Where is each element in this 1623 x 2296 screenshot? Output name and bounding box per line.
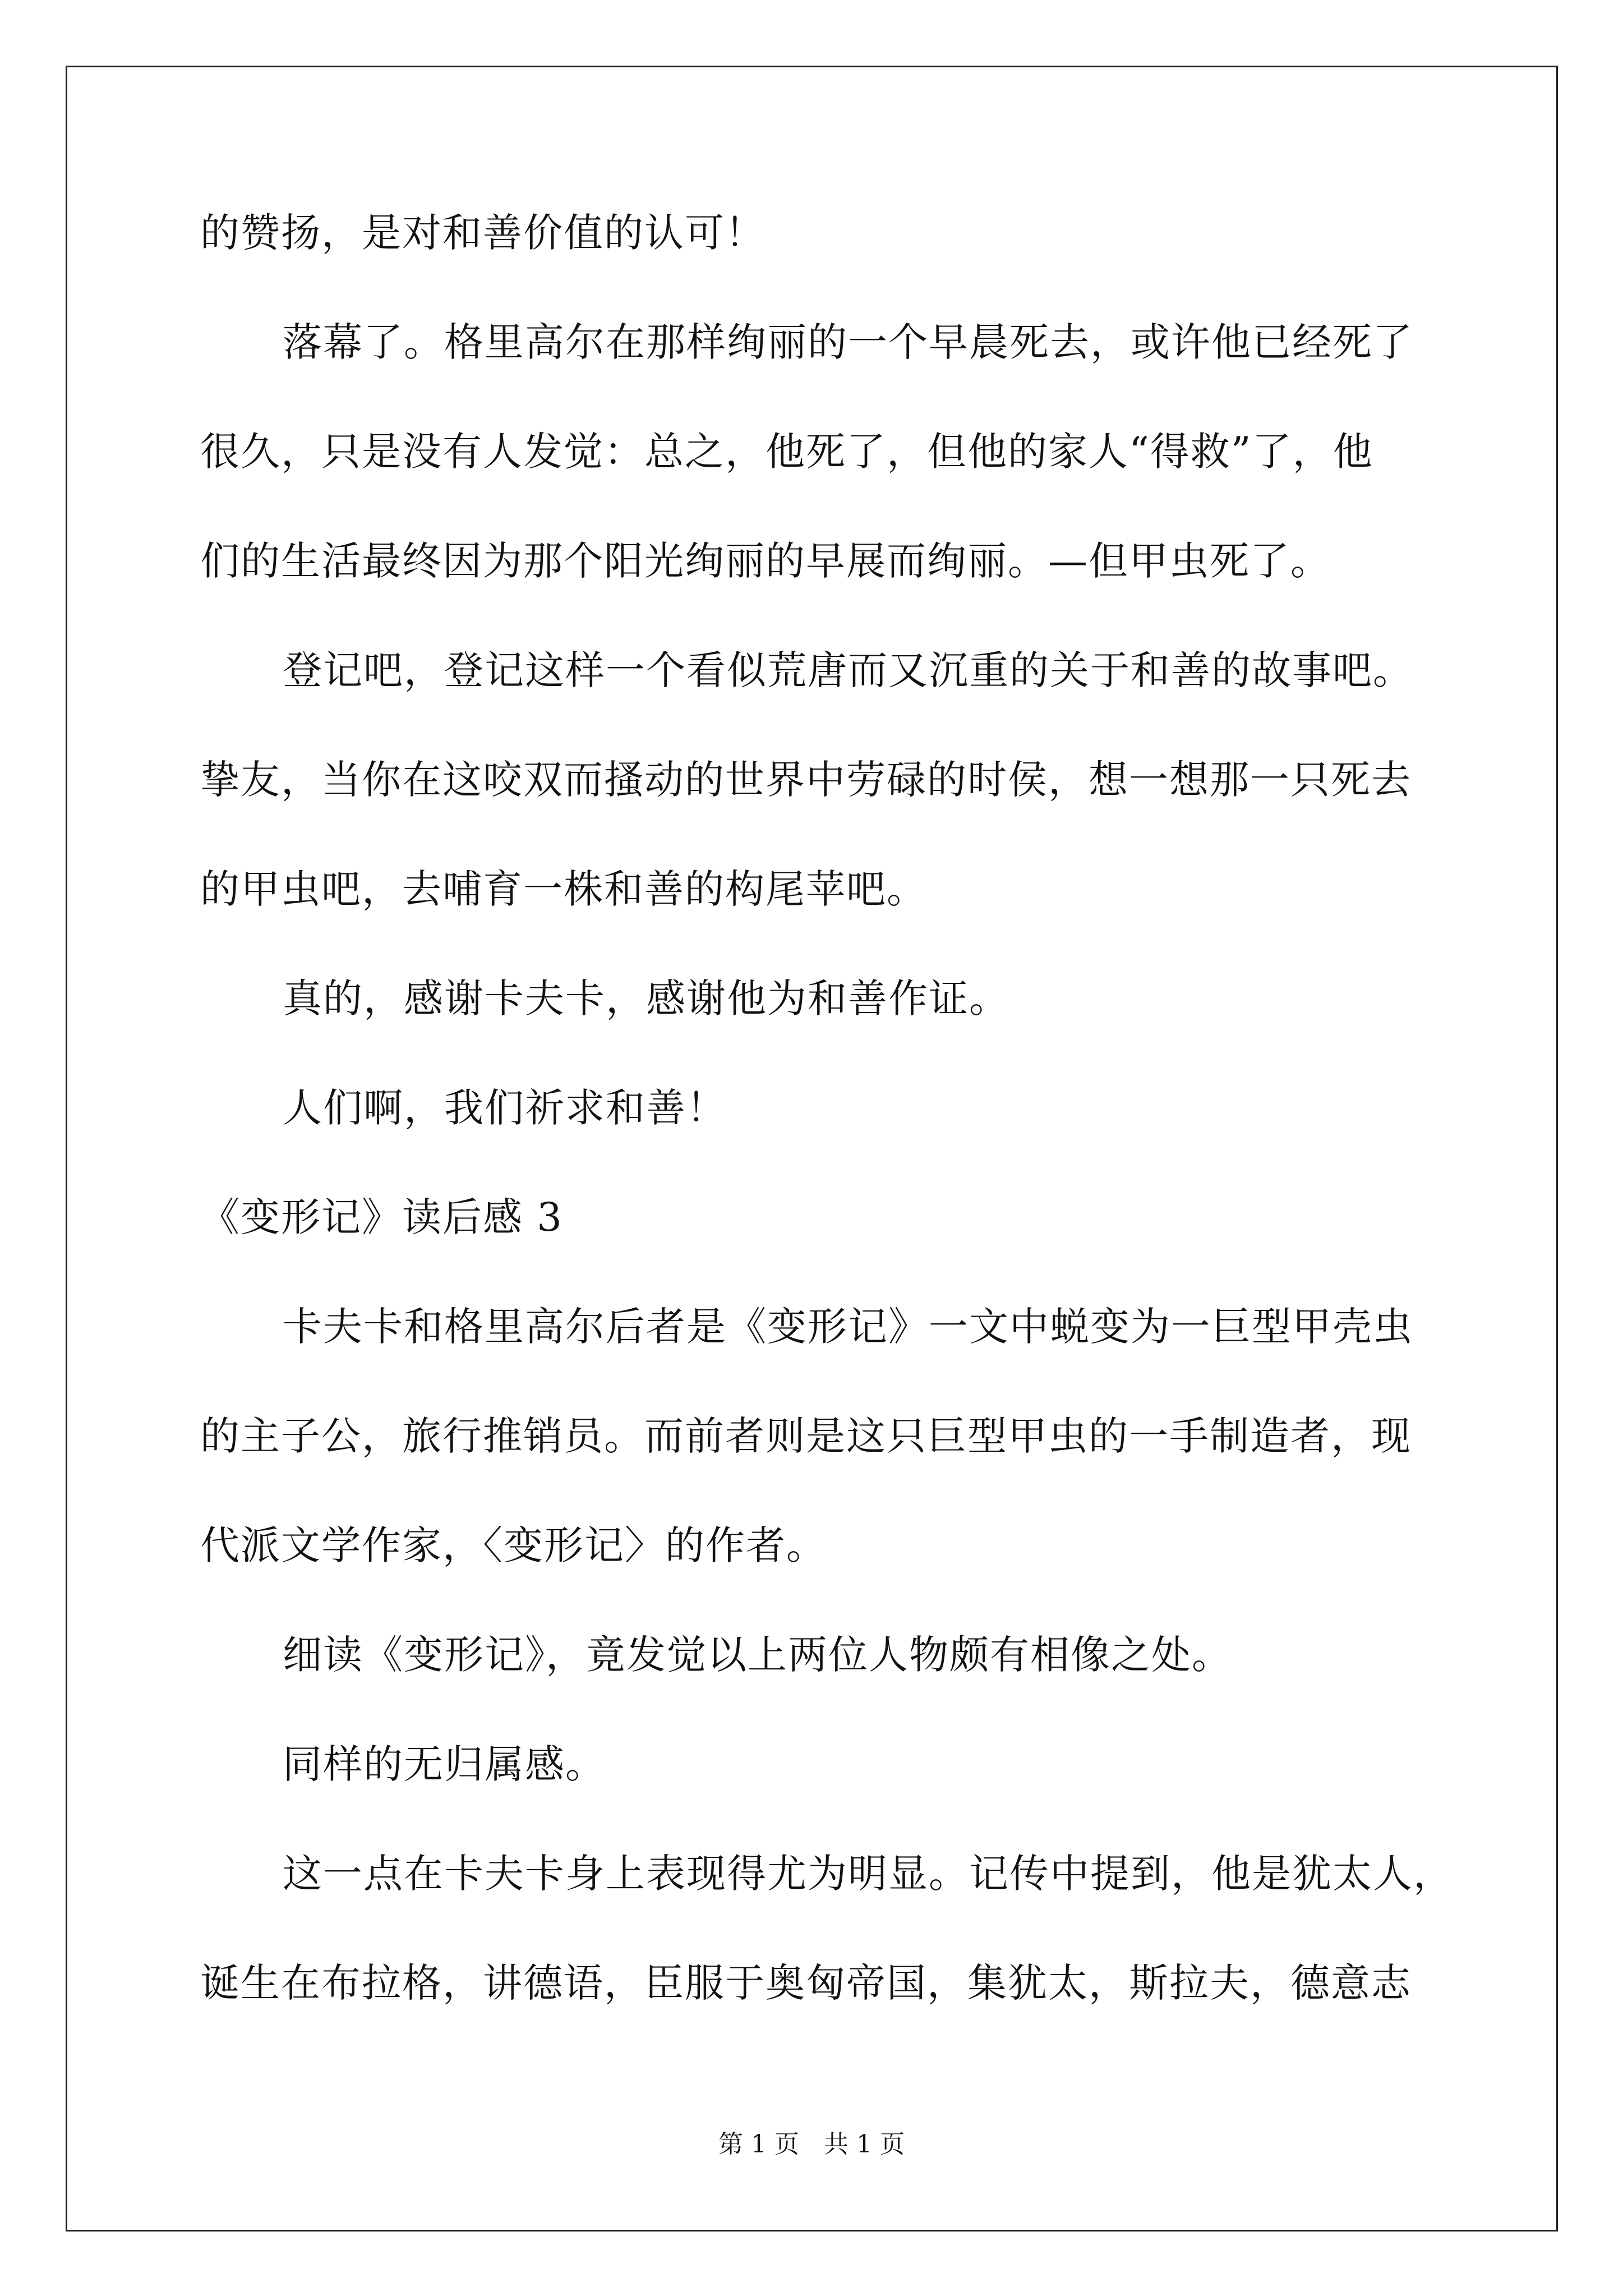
text-line: 很久，只是没有人发觉：总之，他死了，但他的家人“得救”了，他 [200, 429, 1373, 475]
text-line: 人们啊，我们祈求和善！ [283, 1085, 727, 1131]
text-line: 细读《变形记》，竟发觉以上两位人物颇有相像之处。 [283, 1632, 1232, 1678]
text-line: 卡夫卡和格里高尔后者是《变形记》一文中蜕变为一巨型甲壳虫 [283, 1304, 1413, 1350]
text-line: 代派文学作家，〈变形记〉的作者。 [200, 1522, 827, 1568]
text-line: 的主子公，旅行推销员。而前者则是这只巨型甲虫的一手制造者，现 [200, 1413, 1412, 1459]
text-line: 的赞扬，是对和善价值的认可！ [200, 210, 766, 256]
text-line: 们的生活最终因为那个阳光绚丽的早展而绚丽。—但甲虫死了。 [200, 538, 1331, 584]
section-heading: 《变形记》读后感 3 [200, 1194, 563, 1240]
page-border [66, 66, 1558, 2231]
page-footer: 第 1 页 共 1 页 [718, 2130, 905, 2159]
text-line: 这一点在卡夫卡身上表现得尤为明显。记传中提到，他是犹太人， [283, 1851, 1454, 1897]
text-line: 挚友，当你在这咬双而搔动的世界中劳碌的时侯，想一想那一只死去 [200, 757, 1412, 803]
text-line: 的甲虫吧，去哺育一株和善的构尾苹吧。 [200, 866, 927, 912]
text-line: 同样的无归属感。 [283, 1741, 606, 1787]
text-line: 落幕了。格里高尔在那样绚丽的一个早晨死去，或许他已经死了 [283, 319, 1413, 365]
text-line: 真的，感谢卡夫卡，感谢他为和善作证。 [283, 976, 1009, 1022]
text-line: 登记吧，登记这样一个看似荒唐而又沉重的关于和善的故事吧。 [283, 647, 1413, 693]
text-line: 诞生在布拉格，讲德语，臣服于奥匈帝国，集犹太，斯拉夫，德意志 [200, 1960, 1412, 2006]
